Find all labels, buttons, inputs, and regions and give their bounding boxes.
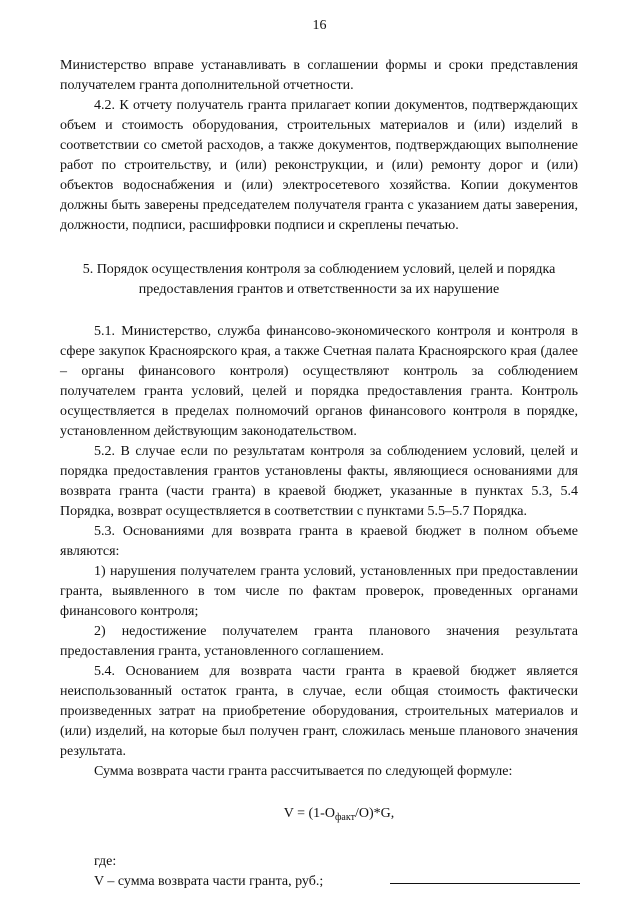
paragraph-5-1: 5.1. Министерство, служба финансово-экономического контроля и контроля в сфере закупок Красноярского края, а также Счетная палата Красноярского края (далее – органы финансового контроля) осуществляют контроль за соблюдением получателем гранта условий, целей и порядка предоставления гранта. Контроль осуществляется в пределах полномочий органов финансового контроля в порядке, установленном действующим законодательством. (60, 324, 578, 439)
list-item-5-3-1: 1) нарушения получателем гранта условий, установленных при предоставлении гранта, выявленного в том числе по фактам проверок, проведенных органами финансового контроля; (60, 564, 578, 619)
document-body (60, 56, 578, 892)
list-item-5-3-2: 2) недостижение получателем гранта планового значения результата предоставления гранта, установленного соглашением. (60, 624, 578, 659)
footer-divider (390, 883, 580, 884)
definition-v: V – сумма возврата части гранта, руб.; (94, 874, 324, 889)
paragraph-5-4: 5.4. Основанием для возврата части гранта в краевой бюджет является неиспользованный остаток гранта, в случае, если общая стоимость фактически произведенных затрат на приобретение оборудования, строительных материалов и (или) изделий, на которые был получен грант, сложилась меньше планового значения результата. (60, 664, 578, 759)
section-5-heading: 5. Порядок осуществления контроля за соблюдением условий, целей и порядка предоставления грантов и ответственности за их нарушение (82, 262, 556, 297)
page-number: 16 (312, 18, 327, 33)
where-label: где: (94, 854, 117, 869)
formula-subscript: факт (334, 812, 355, 823)
paragraph-4-2: 4.2. К отчету получатель гранта прилагает копии документов, подтверждающих объем и стоимость оборудования, строительных материалов и (или) изделий в соответствии со сметой расходов, а также документов, подтверждающих выполнение работ по строительству, и (или) реконструкции, и (или) ремонту дорог и (или) объектов водоснабжения и (или) электросетевого хозяйства. Копии документов должны быть заверены председателем получателя гранта с указанием даты заверения, должности, подписи, расшифровки подписи и скреплены печатью. (60, 98, 578, 233)
paragraph-ministry-reporting: Министерство вправе устанавливать в соглашении формы и сроки представления получателем гранта дополнительной отчетности. (60, 58, 578, 93)
paragraph-5-2: 5.2. В случае если по результатам контроля за соблюдением условий, целей и порядка предоставления грантов установлены факты, являющиеся основаниями для возврата гранта (части гранта) в краевой бюджет, указанные в пунктах 5.3, 5.4 Порядка, возврат осуществляется в соответствии с пунктами 5.5–5.7 Порядка. (60, 444, 578, 519)
paragraph-formula-intro: Сумма возврата части гранта рассчитывается по следующей формуле: (94, 764, 513, 779)
formula-prefix: V = (1-O (283, 806, 335, 821)
formula-suffix: /O)*G, (354, 806, 395, 821)
paragraph-5-3: 5.3. Основаниями для возврата гранта в краевой бюджет в полном объеме являются: (60, 524, 578, 559)
refund-formula (60, 804, 578, 828)
